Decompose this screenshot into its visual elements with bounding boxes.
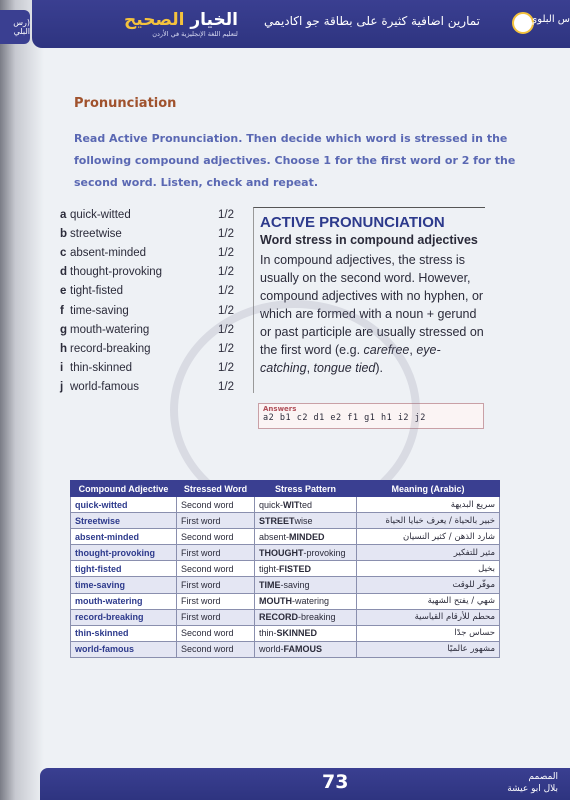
brand-accent: الصحيح xyxy=(124,10,185,30)
table-row xyxy=(71,513,500,529)
pattern-part: -watering xyxy=(292,596,330,607)
item-choice[interactable]: 1/2 xyxy=(218,362,234,375)
cell-meaning: بخيل xyxy=(357,561,500,577)
pattern-part: quick- xyxy=(259,499,284,510)
item-word: streetwise xyxy=(70,227,122,240)
active-pronunciation-box xyxy=(253,207,485,393)
cell-meaning: سريع البديهة xyxy=(357,497,500,513)
list-item xyxy=(60,263,250,282)
ap-example: tongue tied xyxy=(313,361,376,375)
cell-adjective: thin-skinned xyxy=(71,625,177,641)
item-letter: e xyxy=(60,285,67,298)
page-number: 73 xyxy=(322,771,349,793)
page-header xyxy=(32,0,570,48)
pattern-part: ted xyxy=(299,499,313,510)
item-word: thought-provoking xyxy=(70,266,163,279)
pattern-stressed: THOUGHT xyxy=(259,547,304,558)
cell-meaning: مثير للتفكير xyxy=(357,545,500,561)
compound-adjectives-table xyxy=(70,480,500,658)
cell-stressed: First word xyxy=(177,513,255,529)
ap-title: ACTIVE PRONUNCIATION xyxy=(260,214,445,231)
table-row xyxy=(71,609,500,625)
table-row xyxy=(71,625,500,641)
item-word: time-saving xyxy=(70,304,129,317)
item-letter: i xyxy=(60,362,64,375)
list-item xyxy=(60,224,250,243)
cell-meaning: شارد الذهن / كثير النسيان xyxy=(357,529,500,545)
table-row xyxy=(71,641,500,657)
cell-pattern xyxy=(255,497,357,513)
pattern-stressed: FAMOUS xyxy=(283,644,323,655)
list-item xyxy=(60,205,250,224)
cell-pattern xyxy=(255,625,357,641)
cell-adjective: time-saving xyxy=(71,577,177,593)
brand-subtitle: لتعليم اللغة الإنجليزية في الأردن xyxy=(152,30,238,38)
list-item xyxy=(60,378,250,397)
pattern-stressed: STREET xyxy=(259,515,295,526)
cell-meaning: موفّر للوقت xyxy=(357,577,500,593)
answers-box xyxy=(258,403,484,429)
cell-meaning: حساس جدًا xyxy=(357,625,500,641)
list-item xyxy=(60,359,250,378)
table-row xyxy=(71,497,500,513)
table-row xyxy=(71,593,500,609)
item-choice[interactable]: 1/2 xyxy=(218,381,234,394)
cell-pattern xyxy=(255,577,357,593)
cell-adjective: quick-witted xyxy=(71,497,177,513)
cell-stressed: First word xyxy=(177,593,255,609)
table-row xyxy=(71,545,500,561)
item-word: thin-skinned xyxy=(70,362,133,375)
footer-brand xyxy=(507,771,558,795)
footer-brand-line: المصمم xyxy=(528,772,558,782)
book-spine xyxy=(0,0,44,800)
ap-body xyxy=(260,251,485,377)
ap-example: carefree xyxy=(363,343,410,357)
cell-adjective: Streetwise xyxy=(71,513,177,529)
ap-body-text: In compound adjectives, the stress is usually on the second word. However, compound adjectives with no hyphen, or which are formed with a noun + gerund or past participle are usually stressed on the first word (e.g. xyxy=(260,253,484,357)
cell-stressed: Second word xyxy=(177,641,255,657)
pattern-part: -breaking xyxy=(298,612,336,623)
section-title: Pronunciation xyxy=(74,96,177,111)
ap-separator: , xyxy=(409,343,417,357)
cell-stressed: First word xyxy=(177,609,255,625)
cell-stressed: First word xyxy=(177,577,255,593)
pattern-part: world- xyxy=(259,644,284,655)
cell-adjective: world-famous xyxy=(71,641,177,657)
cell-pattern xyxy=(255,529,357,545)
item-letter: h xyxy=(60,342,68,355)
ap-subtitle: Word stress in compound adjectives xyxy=(260,233,478,247)
brand-main: الخيار xyxy=(190,10,238,30)
cell-pattern xyxy=(255,545,357,561)
cell-adjective: mouth-watering xyxy=(71,593,177,609)
item-word: absent-minded xyxy=(70,246,147,259)
list-item xyxy=(60,243,250,262)
item-word: world-famous xyxy=(70,381,140,394)
item-word: quick-witted xyxy=(70,208,131,221)
pattern-part: -provoking xyxy=(303,547,346,558)
item-choice[interactable]: 1/2 xyxy=(218,266,234,279)
cell-pattern xyxy=(255,609,357,625)
table-header: Meaning (Arabic) xyxy=(357,481,500,497)
ap-separator: , xyxy=(306,361,314,375)
item-letter: c xyxy=(60,246,67,259)
table-header: Stress Pattern xyxy=(255,481,357,497)
table-row xyxy=(71,577,500,593)
item-letter: b xyxy=(60,227,68,240)
header-edge-text: س البلوي xyxy=(529,14,570,25)
item-choice[interactable]: 1/2 xyxy=(218,342,234,355)
cell-meaning: مشهور عالميًا xyxy=(357,641,500,657)
list-item xyxy=(60,339,250,358)
cell-stressed: Second word xyxy=(177,497,255,513)
cell-adjective: absent-minded xyxy=(71,529,177,545)
cell-pattern xyxy=(255,513,357,529)
pattern-stressed: MINDED xyxy=(289,531,325,542)
table-header: Compound Adjective xyxy=(71,481,177,497)
header-title: تمارين اضافية كثيرة على بطاقة جو اكاديمي xyxy=(264,14,481,28)
table-row xyxy=(71,561,500,577)
list-item xyxy=(60,301,250,320)
cell-meaning: خبير بالحياة / يعرف خبايا الحياة xyxy=(357,513,500,529)
cell-adjective: thought-provoking xyxy=(71,545,177,561)
list-item xyxy=(60,282,250,301)
item-choice[interactable]: 1/2 xyxy=(218,246,234,259)
pattern-part: wise xyxy=(294,515,313,526)
table-header: Stressed Word xyxy=(177,481,255,497)
cell-stressed: Second word xyxy=(177,625,255,641)
footer-brand-line: بلال ابو عيشة xyxy=(507,784,558,794)
cell-pattern xyxy=(255,561,357,577)
word-list xyxy=(60,205,250,397)
item-choice[interactable]: 1/2 xyxy=(218,285,234,298)
side-tab: (رس البلي xyxy=(0,10,30,44)
cell-stressed: Second word xyxy=(177,529,255,545)
answers-text: a2 b1 c2 d1 e2 f1 g1 h1 i2 j2 xyxy=(263,413,426,423)
cell-meaning: محطم للأرقام القياسية xyxy=(357,609,500,625)
pattern-stressed: TIME xyxy=(259,580,281,591)
item-letter: f xyxy=(60,304,64,317)
pattern-stressed: FISTED xyxy=(279,563,312,574)
brand-logo xyxy=(124,10,238,38)
cell-stressed: First word xyxy=(177,545,255,561)
item-choice[interactable]: 1/2 xyxy=(218,208,234,221)
pattern-stressed: WIT xyxy=(283,499,300,510)
item-word: record-breaking xyxy=(70,342,151,355)
table-row xyxy=(71,529,500,545)
cell-meaning: شهي / يفتح الشهية xyxy=(357,593,500,609)
item-choice[interactable]: 1/2 xyxy=(218,323,234,336)
list-item xyxy=(60,320,250,339)
cell-pattern xyxy=(255,593,357,609)
answers-label: Answers xyxy=(263,405,297,413)
item-word: mouth-watering xyxy=(70,323,150,336)
item-letter: g xyxy=(60,323,68,336)
cell-pattern xyxy=(255,641,357,657)
item-choice[interactable]: 1/2 xyxy=(218,304,234,317)
pattern-stressed: SKINNED xyxy=(276,628,318,639)
item-letter: d xyxy=(60,266,68,279)
item-letter: a xyxy=(60,208,67,221)
pattern-part: tight- xyxy=(259,563,280,574)
ap-body-end: ). xyxy=(375,361,384,375)
item-letter: j xyxy=(60,381,64,394)
pattern-stressed: MOUTH xyxy=(259,596,292,607)
pattern-part: -saving xyxy=(280,580,310,591)
item-word: tight-fisted xyxy=(70,285,124,298)
cell-adjective: tight-fisted xyxy=(71,561,177,577)
pattern-part: thin- xyxy=(259,628,277,639)
page-footer xyxy=(40,768,570,800)
cell-adjective: record-breaking xyxy=(71,609,177,625)
table-header-row xyxy=(71,481,500,497)
item-choice[interactable]: 1/2 xyxy=(218,227,234,240)
ap-example: eye-catching xyxy=(260,343,441,375)
cell-stressed: Second word xyxy=(177,561,255,577)
pattern-stressed: RECORD xyxy=(259,612,299,623)
pattern-part: absent- xyxy=(259,531,290,542)
instructions: Read Active Pronunciation. Then decide which word is stressed in the following compound adjectives. Choose 1 for the first word or 2 for the second word. Listen, check and repeat. xyxy=(74,132,516,189)
